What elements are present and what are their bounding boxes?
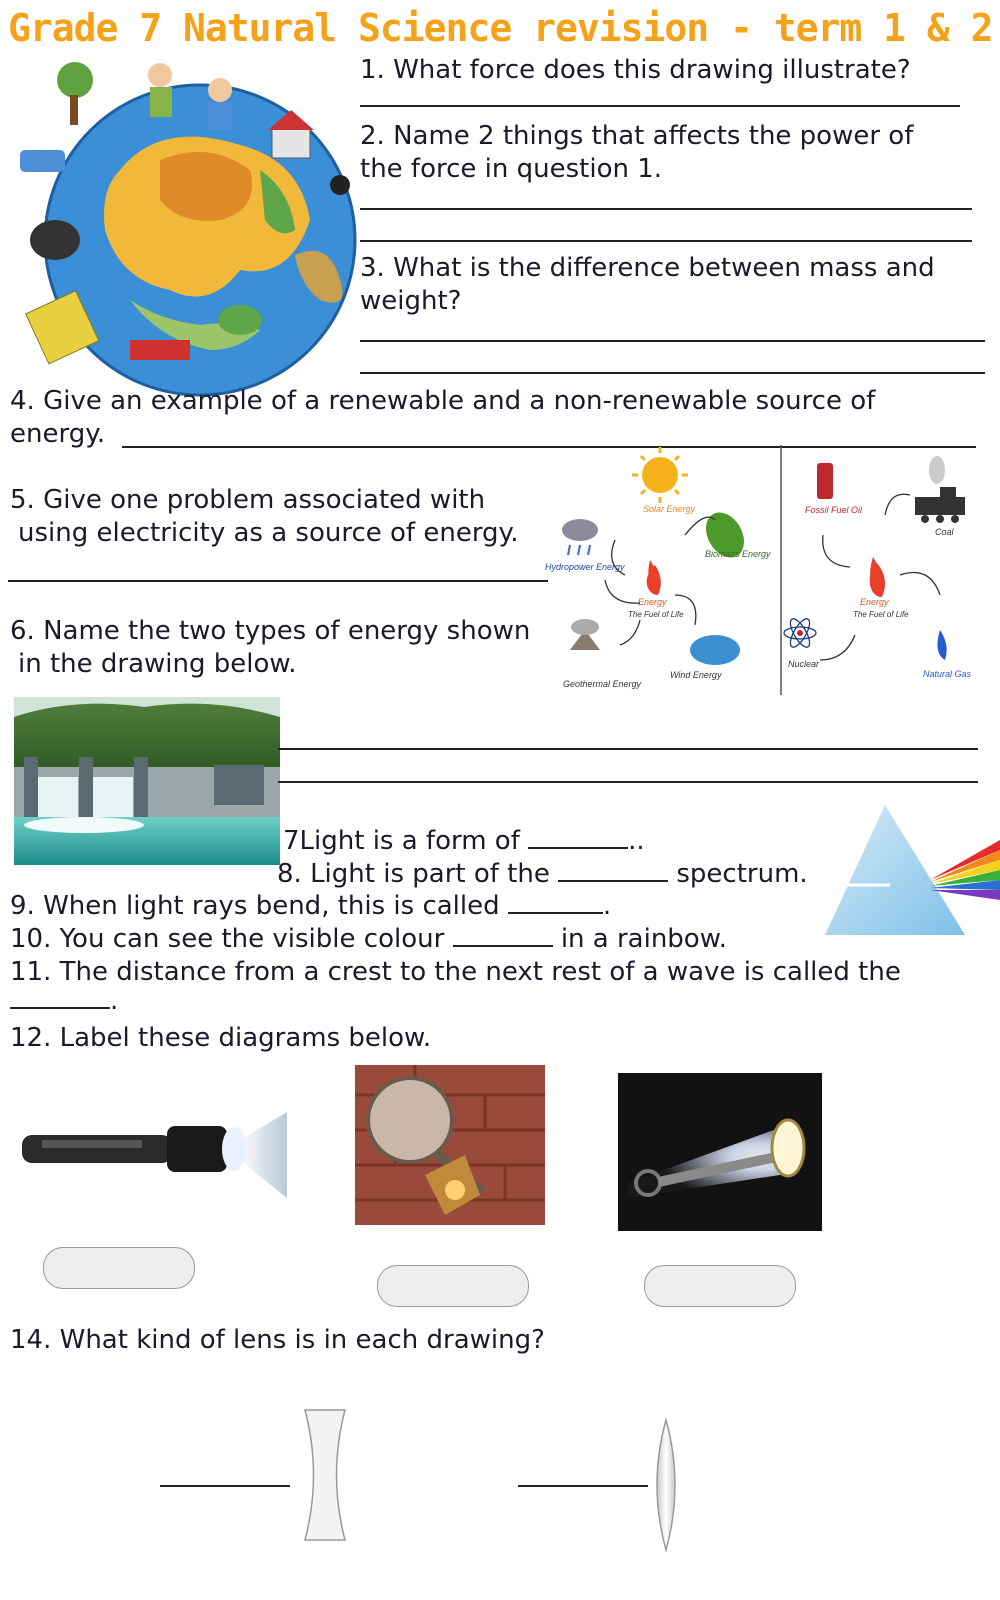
tree-icon [57, 62, 93, 98]
energy-label: Energy [860, 597, 889, 607]
label-input-reflection[interactable] [644, 1265, 796, 1307]
label-input-magnifying-glass[interactable] [377, 1265, 529, 1307]
answer-line[interactable] [160, 1485, 290, 1487]
biomass-label: Biomass Energy [705, 549, 771, 559]
fossil-label: Fossil Fuel Oil [805, 505, 863, 515]
prism-picture [815, 800, 1000, 940]
answer-line[interactable] [278, 748, 978, 750]
car-icon [20, 150, 65, 172]
answer-blank[interactable] [528, 827, 628, 849]
question-11: 11. The distance from a crest to the next rest of a wave is called the [10, 957, 901, 987]
coal-label: Coal [935, 527, 954, 537]
atom-icon [784, 616, 816, 650]
concave-lens-icon [305, 1410, 345, 1540]
hydro-label: Hydropower Energy [545, 562, 625, 572]
label-input-flashlight[interactable] [43, 1247, 195, 1289]
answer-blank[interactable] [453, 925, 553, 947]
question-9: 9. When light rays bend, this is called . [10, 891, 612, 921]
oil-barrel-icon [817, 463, 833, 499]
flame-icon [647, 560, 661, 595]
flashlight-picture [22, 1100, 292, 1200]
keyhole-icon [772, 1120, 804, 1176]
answer-line[interactable] [360, 208, 972, 210]
question-6-line2: in the drawing below. [18, 649, 297, 679]
question-5-line1: 5. Give one problem associated with [10, 485, 486, 515]
rain-cloud-icon [562, 519, 598, 541]
magnifying-glass-picture [355, 1065, 545, 1225]
question-11-blank: . [10, 985, 118, 1018]
hydro-dam-picture [14, 697, 280, 865]
question-1: 1. What force does this drawing illustrate? [360, 55, 911, 85]
answer-line[interactable] [8, 580, 548, 582]
question-2-line1: 2. Name 2 things that affects the power of [360, 121, 914, 151]
question-12: 12. Label these diagrams below. [10, 1023, 432, 1053]
question-10: 10. You can see the visible colour in a rainbow. [10, 924, 727, 954]
house-icon [272, 128, 310, 158]
rocket-icon [130, 340, 190, 360]
question-6-line1: 6. Name the two types of energy shown [10, 616, 531, 646]
answer-blank[interactable] [558, 860, 668, 882]
answer-line[interactable] [360, 372, 985, 374]
gas-label: Natural Gas [923, 669, 972, 679]
flashlight-icon [22, 1135, 172, 1163]
magnifying-glass-icon [368, 1078, 452, 1162]
flame-icon [870, 557, 885, 597]
question-3-line2: weight? [360, 286, 462, 316]
answer-line[interactable] [518, 1485, 648, 1487]
nuclear-label: Nuclear [788, 659, 820, 669]
train-icon [915, 456, 965, 523]
prism-icon [825, 805, 965, 935]
cat-icon [30, 220, 80, 260]
question-7: 7Light is a form of .. [283, 826, 645, 856]
page-title: Grade 7 Natural Science revision - term 1 & 2 [8, 6, 993, 50]
person-icon [148, 63, 172, 87]
question-8: 8. Light is part of the spectrum. [277, 859, 808, 889]
energy-label: Energy [638, 597, 667, 607]
convex-lens-picture [648, 1418, 684, 1553]
answer-line[interactable] [360, 105, 960, 107]
ball-icon [330, 175, 350, 195]
light-reflection-picture [618, 1073, 822, 1231]
convex-lens-icon [657, 1420, 675, 1550]
wind-label: Wind Energy [670, 670, 722, 680]
question-4-line1: 4. Give an example of a renewable and a non-renewable source of [10, 386, 876, 416]
gravity-globe-illustration [10, 50, 355, 370]
fuel-label: The Fuel of Life [628, 610, 684, 619]
wind-wave-icon [690, 635, 740, 665]
question-5-line2: using electricity as a source of energy. [18, 518, 519, 548]
answer-blank[interactable] [508, 892, 603, 914]
energy-sources-diagram [545, 445, 990, 710]
question-3-line1: 3. What is the difference between mass and [360, 253, 935, 283]
question-14: 14. What kind of lens is in each drawing? [10, 1325, 545, 1355]
sun-icon [632, 447, 688, 503]
question-2-line2: the force in question 1. [360, 154, 663, 184]
solar-label: Solar Energy [643, 504, 696, 514]
answer-line[interactable] [278, 781, 978, 783]
gas-flame-icon [937, 630, 946, 660]
fuel-label: The Fuel of Life [853, 610, 909, 619]
geothermal-label: Geothermal Energy [563, 679, 642, 689]
answer-blank[interactable] [10, 987, 110, 1009]
answer-line[interactable] [360, 240, 972, 242]
question-4-line2: energy. [10, 419, 106, 449]
concave-lens-picture [300, 1408, 350, 1543]
answer-line[interactable] [360, 340, 985, 342]
frog-icon [218, 305, 262, 335]
person-icon [208, 78, 232, 102]
